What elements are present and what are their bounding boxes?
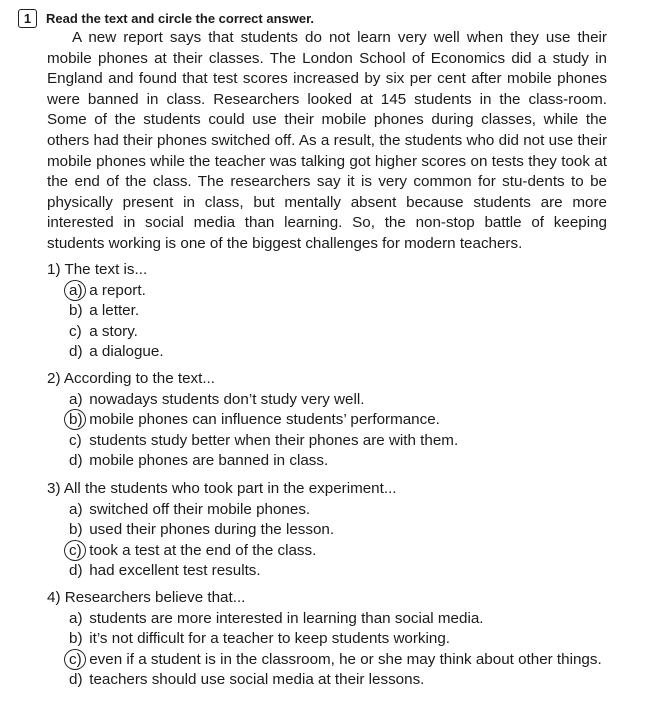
option-letter: a): [69, 609, 83, 627]
option-letter: a): [69, 281, 85, 302]
option-letter: b): [69, 630, 83, 647]
option-text: students study better when their phones are with them.: [89, 431, 459, 449]
answer-option-a[interactable]: [47, 500, 617, 521]
option-text: a dialogue.: [89, 343, 164, 360]
question-stem: 3) All the students who took part in the experiment...: [47, 480, 397, 497]
option-letter: a): [69, 390, 83, 408]
option-text: students are more interested in learning than social media.: [89, 609, 484, 627]
answer-option-b[interactable]: [47, 520, 617, 541]
answer-option-b[interactable]: [47, 301, 617, 322]
option-letter: b): [69, 302, 83, 319]
answer-option-c[interactable]: [47, 650, 617, 671]
option-text: teachers should use social media at their lessons.: [89, 671, 425, 688]
answer-option-a[interactable]: [47, 609, 617, 630]
option-text: had excellent test results.: [89, 562, 261, 579]
option-text: used their phones during the lesson.: [89, 521, 335, 538]
task-header: [18, 8, 314, 28]
option-text: mobile phones can influence students’ performance.: [89, 411, 440, 428]
answer-option-b[interactable]: [47, 410, 617, 431]
option-letter: d): [69, 562, 83, 579]
option-letter: c): [69, 322, 82, 340]
option-text: took a test at the end of the class.: [89, 541, 317, 559]
option-text: a letter.: [89, 302, 140, 319]
answer-option-d[interactable]: [47, 561, 617, 582]
answer-option-d[interactable]: [47, 451, 617, 472]
answer-option-a[interactable]: [47, 390, 617, 411]
answer-option-d[interactable]: [47, 342, 617, 363]
option-letter: a): [69, 500, 83, 518]
question-stem: 4) Researchers believe that...: [47, 589, 246, 606]
question-stem: 1) The text is...: [47, 261, 148, 278]
option-text: it’s not difficult for a teacher to keep students working.: [89, 630, 450, 647]
option-text: nowadays students don’t study very well.: [89, 390, 365, 408]
option-letter: c): [69, 431, 82, 449]
answer-option-c[interactable]: [47, 541, 617, 562]
question-2: [47, 369, 617, 472]
option-letter: d): [69, 671, 83, 688]
answer-option-a[interactable]: [47, 281, 617, 302]
answer-option-c[interactable]: [47, 322, 617, 343]
question-3: [47, 479, 617, 582]
option-letter: b): [69, 410, 85, 431]
option-letter: b): [69, 521, 83, 538]
option-text: a story.: [89, 322, 138, 340]
option-letter: d): [69, 343, 83, 360]
question-stem: 2) According to the text...: [47, 370, 215, 387]
option-text: mobile phones are banned in class.: [89, 452, 329, 469]
reading-passage: A new report says that students do not learn very well when they use their mobile phones at their classes. The London School of Economics did a study in England and found that test scores increased by six per cent after mobile phones were banned in class. Researchers looked at 145 students in the class-room. Some of the students could use their mobile phones during classes, while the others had their phones switched off. As a result, the students who did not use their mobile phones while the teacher was talking got higher scores on tests they took at the end of the class. The researchers say it is very common for stu-dents to be physically present in class, but mentally absent because students are more interested in social media than learning. So, the non-stop battle of keeping students working is one of the biggest challenges for modern teachers.: [47, 29, 607, 252]
option-text: switched off their mobile phones.: [89, 500, 311, 518]
option-text: even if a student is in the classroom, he or she may think about other things.: [89, 650, 602, 668]
option-letter: c): [69, 650, 85, 671]
question-1: [47, 260, 617, 363]
question-4: [47, 588, 617, 691]
answer-option-b[interactable]: [47, 629, 617, 650]
answer-option-d[interactable]: [47, 670, 617, 691]
option-letter: d): [69, 452, 83, 469]
task-instruction: Read the text and circle the correct answer.: [46, 10, 315, 26]
option-letter: c): [69, 541, 85, 562]
task-number-badge: 1: [18, 9, 37, 28]
answer-option-c[interactable]: [47, 431, 617, 452]
option-text: a report.: [89, 281, 146, 299]
